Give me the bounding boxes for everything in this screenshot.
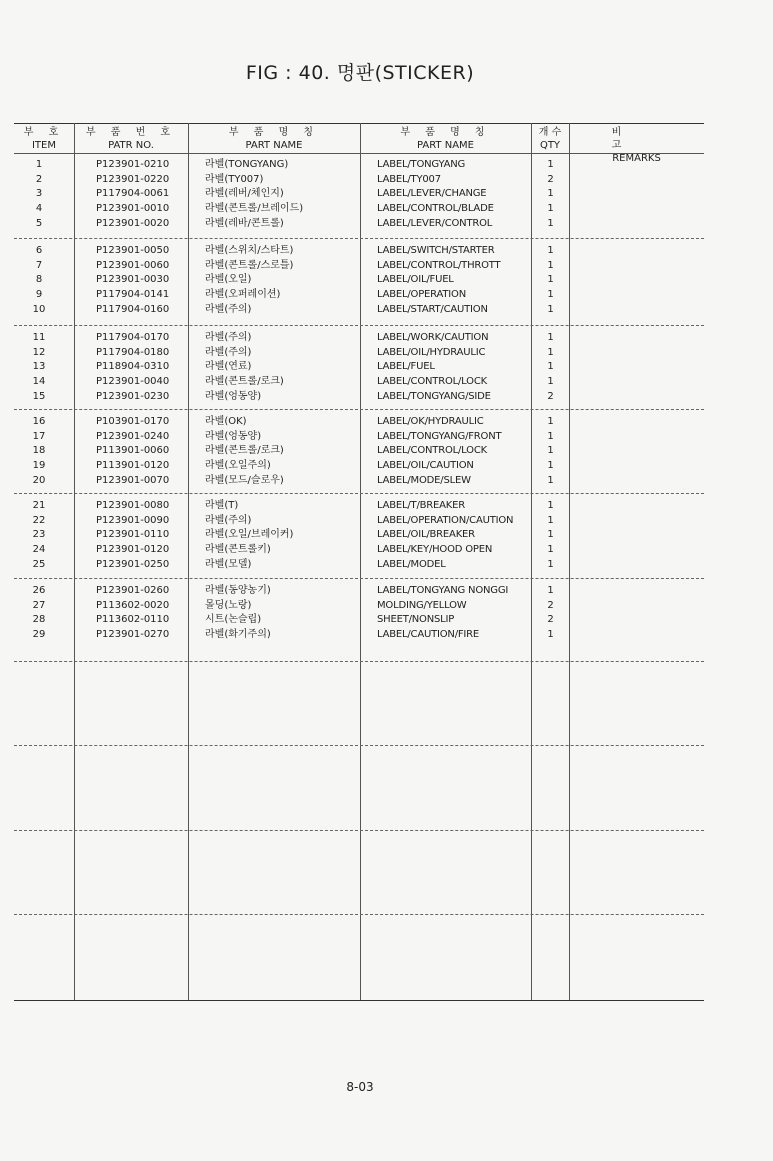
page-number: 8-03: [346, 1080, 374, 1094]
table-row: [0, 473, 773, 488]
part-no-cell: P123901-0020: [96, 217, 170, 229]
qty-cell: 1: [547, 544, 554, 556]
part-name-ko-cell: 라벨(동양농기): [205, 585, 271, 596]
table-row: [0, 216, 773, 231]
header-qty: [531, 126, 569, 152]
item-cell: 25: [32, 558, 46, 570]
qty-cell: 2: [547, 599, 554, 611]
part-no-cell: P123901-0110: [96, 529, 170, 541]
item-cell: 23: [32, 529, 46, 541]
qty-cell: 1: [547, 203, 554, 215]
part-no-cell: P117904-0141: [96, 289, 170, 301]
part-name-en-cell: LABEL/TONGYANG NONGGI: [377, 585, 509, 596]
header-item: [14, 126, 74, 152]
part-no-cell: P113602-0110: [96, 614, 170, 626]
qty-cell: 2: [547, 390, 554, 402]
header-part-name-ko-en: PART NAME: [245, 140, 303, 151]
part-name-ko-cell: 라벨(콘트롤/로크): [205, 376, 284, 388]
part-no-cell: P123901-0120: [96, 544, 170, 556]
qty-cell: 2: [547, 614, 554, 626]
part-name-en-cell: LABEL/TONGYANG/SIDE: [377, 390, 491, 402]
part-name-ko-cell: 라벨(주의): [205, 514, 252, 526]
group-divider: [14, 409, 704, 410]
part-name-ko-cell: 몰딩(노랑): [205, 599, 252, 611]
table-row: [0, 186, 773, 201]
part-name-en-cell: LABEL/LEVER/CHANGE: [377, 188, 487, 200]
part-no-cell: P123901-0040: [96, 376, 170, 388]
table-row: [0, 345, 773, 360]
table-row: [0, 527, 773, 542]
qty-cell: 1: [547, 332, 554, 343]
part-name-ko-cell: 라벨(콘트롤/로크): [205, 445, 284, 457]
header-part-name-en-ko: 부 품 명 칭: [400, 127, 491, 138]
table-row: [0, 157, 773, 172]
table-row: [0, 443, 773, 458]
qty-cell: 1: [547, 500, 554, 511]
part-no-cell: P117904-0180: [96, 346, 170, 358]
group-divider: [14, 914, 704, 915]
group-divider: [14, 493, 704, 494]
item-cell: 22: [32, 514, 46, 526]
part-name-ko-cell: 라벨(모델): [205, 558, 252, 570]
part-name-en-cell: LABEL/TONGYANG/FRONT: [377, 430, 502, 442]
part-name-en-cell: LABEL/CAUTION/FIRE: [377, 629, 480, 641]
table-row: [0, 612, 773, 627]
part-name-en-cell: LABEL/MODEL: [377, 558, 446, 570]
item-cell: 10: [32, 303, 46, 315]
qty-cell: 1: [547, 416, 554, 427]
item-cell: 18: [32, 445, 46, 457]
header-rule: [14, 153, 704, 154]
item-cell: 5: [35, 217, 43, 229]
part-name-en-cell: LABEL/MODE/SLEW: [377, 474, 471, 486]
part-name-en-cell: LABEL/OIL/CAUTION: [377, 460, 474, 472]
item-cell: 7: [35, 259, 43, 271]
group-divider: [14, 238, 704, 239]
part-no-cell: P113901-0060: [96, 445, 170, 457]
table-row: [0, 201, 773, 216]
item-cell: 27: [32, 599, 46, 611]
part-name-en-cell: LABEL/TONGYANG: [377, 159, 466, 170]
qty-cell: 1: [547, 629, 554, 641]
part-name-en-cell: LABEL/OIL/HYDRAULIC: [377, 346, 486, 358]
part-no-cell: P103901-0170: [96, 416, 170, 427]
group-divider: [14, 325, 704, 326]
item-cell: 20: [32, 474, 46, 486]
item-cell: 14: [32, 376, 46, 388]
qty-cell: 1: [547, 289, 554, 301]
table-row: [0, 287, 773, 302]
item-cell: 12: [32, 346, 46, 358]
qty-cell: 1: [547, 245, 554, 256]
header-qty-ko: 개 수: [538, 127, 562, 138]
part-name-en-cell: LABEL/CONTROL/LOCK: [377, 445, 487, 457]
qty-cell: 1: [547, 460, 554, 472]
header-item-ko: 부 호: [23, 127, 65, 138]
header-part-no: [74, 126, 188, 152]
part-name-ko-cell: 라벨(오퍼레이션): [205, 289, 281, 301]
item-cell: 26: [32, 585, 46, 596]
qty-cell: 1: [547, 445, 554, 457]
table-row: [0, 172, 773, 187]
qty-cell: 1: [547, 303, 554, 315]
part-name-en-cell: LABEL/OK/HYDRAULIC: [377, 416, 484, 427]
part-no-cell: P123901-0030: [96, 274, 170, 286]
item-cell: 8: [35, 274, 43, 286]
part-name-ko-cell: 라벨(연료): [205, 361, 252, 373]
qty-cell: 1: [547, 361, 554, 373]
table-row: [0, 627, 773, 642]
part-name-en-cell: LABEL/OPERATION/CAUTION: [377, 514, 514, 526]
part-name-ko-cell: 라벨(OK): [205, 416, 247, 427]
qty-cell: 1: [547, 259, 554, 271]
table-row: [0, 374, 773, 389]
part-no-cell: P123901-0250: [96, 558, 170, 570]
table-bottom-rule: [14, 1000, 704, 1001]
item-cell: 29: [32, 629, 46, 641]
part-no-cell: P123901-0260: [96, 585, 170, 596]
part-no-cell: P123901-0010: [96, 203, 170, 215]
table-row: [0, 458, 773, 473]
header-part-no-en: PATR NO.: [108, 140, 154, 151]
item-cell: 16: [32, 416, 46, 427]
part-no-cell: P123901-0090: [96, 514, 170, 526]
part-name-ko-cell: 라벨(콘트롤/브레이드): [205, 203, 304, 215]
part-name-ko-cell: 라벨(주의): [205, 346, 252, 358]
part-name-en-cell: LABEL/KEY/HOOD OPEN: [377, 544, 493, 556]
group-divider: [14, 830, 704, 831]
item-cell: 21: [32, 500, 46, 511]
header-part-name-en-en: PART NAME: [416, 140, 474, 151]
part-no-cell: P113602-0020: [96, 599, 170, 611]
part-name-ko-cell: 라벨(주의): [205, 332, 252, 343]
part-name-ko-cell: 라벨(T): [205, 500, 239, 511]
header-remarks-en: REMARKS: [612, 153, 661, 164]
item-cell: 3: [35, 188, 43, 200]
part-name-ko-cell: 라벨(콘트롤/스로틀): [205, 259, 294, 271]
table-row: [0, 498, 773, 513]
table-row: [0, 302, 773, 317]
part-name-ko-cell: 라벨(주의): [205, 303, 252, 315]
item-cell: 13: [32, 361, 46, 373]
table-row: [0, 389, 773, 404]
group-divider: [14, 745, 704, 746]
part-name-en-cell: LABEL/CONTROL/THROTT: [377, 259, 501, 271]
qty-cell: 1: [547, 188, 554, 200]
part-name-en-cell: LABEL/OPERATION: [377, 289, 466, 301]
table-row: [0, 429, 773, 444]
part-name-en-cell: LABEL/START/CAUTION: [377, 303, 488, 315]
part-name-en-cell: LABEL/T/BREAKER: [377, 500, 466, 511]
item-cell: 24: [32, 544, 46, 556]
part-no-cell: P118904-0310: [96, 361, 170, 373]
table-row: [0, 414, 773, 429]
part-name-ko-cell: 라벨(TONGYANG): [205, 159, 289, 170]
part-no-cell: P123901-0230: [96, 390, 170, 402]
part-no-cell: P123901-0060: [96, 259, 170, 271]
part-name-ko-cell: 라벨(오일): [205, 274, 252, 286]
table-row: [0, 243, 773, 258]
table-row: [0, 542, 773, 557]
item-cell: 6: [35, 245, 43, 256]
qty-cell: 1: [547, 514, 554, 526]
header-part-name-ko-ko: 부 품 명 칭: [228, 127, 320, 138]
part-name-en-cell: SHEET/NONSLIP: [377, 614, 455, 626]
part-no-cell: P123901-0080: [96, 500, 170, 511]
item-cell: 2: [35, 173, 43, 185]
part-name-ko-cell: 라벨(오일주의): [205, 460, 271, 472]
table-row: [0, 557, 773, 572]
part-name-en-cell: LABEL/SWITCH/STARTER: [377, 245, 495, 256]
item-cell: 28: [32, 614, 46, 626]
header-item-en: ITEM: [31, 140, 56, 151]
part-no-cell: P117904-0160: [96, 303, 170, 315]
qty-cell: 2: [547, 173, 554, 185]
qty-cell: 1: [547, 217, 554, 229]
header-qty-en: QTY: [539, 140, 561, 151]
group-divider: [14, 661, 704, 662]
part-name-en-cell: LABEL/WORK/CAUTION: [377, 332, 489, 343]
qty-cell: 1: [547, 430, 554, 442]
table-row: [0, 359, 773, 374]
part-name-en-cell: LABEL/OIL/FUEL: [377, 274, 454, 286]
part-name-ko-cell: 라벨(모드/슬로우): [205, 474, 284, 486]
part-no-cell: P117904-0170: [96, 332, 170, 343]
qty-cell: 1: [547, 529, 554, 541]
qty-cell: 1: [547, 274, 554, 286]
header-part-name-ko: [188, 126, 360, 152]
header-part-name-en: [360, 126, 531, 152]
header-part-no-ko: 부 품 번 호: [85, 127, 177, 138]
part-name-ko-cell: 라벨(스위치/스타트): [205, 245, 294, 256]
part-name-ko-cell: 라벨(엉동양): [205, 390, 262, 402]
part-name-ko-cell: 라벨(오일/브레이커): [205, 529, 294, 541]
part-name-ko-cell: 시트(논슬립): [205, 614, 262, 626]
table-row: [0, 583, 773, 598]
qty-cell: 1: [547, 159, 554, 170]
item-cell: 17: [32, 430, 46, 442]
part-name-en-cell: LABEL/CONTROL/LOCK: [377, 376, 487, 388]
part-no-cell: P123901-0050: [96, 245, 170, 256]
table-row: [0, 330, 773, 345]
qty-cell: 1: [547, 585, 554, 596]
part-name-en-cell: LABEL/CONTROL/BLADE: [377, 203, 494, 215]
group-divider: [14, 578, 704, 579]
part-name-en-cell: LABEL/LEVER/CONTROL: [377, 217, 493, 229]
item-cell: 11: [32, 332, 46, 343]
part-name-ko-cell: 라벨(레버/체인지): [205, 188, 284, 200]
part-name-ko-cell: 라벨(TY007): [205, 173, 264, 185]
part-name-ko-cell: 라벨(콘트롤키): [205, 544, 271, 556]
part-no-cell: P113901-0120: [96, 460, 170, 472]
table-row: [0, 598, 773, 613]
qty-cell: 1: [547, 376, 554, 388]
part-no-cell: P123901-0070: [96, 474, 170, 486]
part-no-cell: P123901-0210: [96, 159, 170, 170]
item-cell: 4: [35, 203, 43, 215]
part-name-en-cell: LABEL/TY007: [377, 173, 441, 185]
qty-cell: 1: [547, 558, 554, 570]
part-name-ko-cell: 라벨(화기주의): [205, 629, 271, 641]
item-cell: 1: [35, 159, 43, 170]
table-top-rule: [14, 123, 704, 124]
table-row: [0, 272, 773, 287]
table-row: [0, 513, 773, 528]
part-name-ko-cell: 라벨(엉동양): [205, 430, 262, 442]
table-row: [0, 258, 773, 273]
part-no-cell: P123901-0270: [96, 629, 170, 641]
qty-cell: 1: [547, 474, 554, 486]
part-name-en-cell: LABEL/FUEL: [377, 361, 435, 373]
page-title: FIG : 40. 명판(STICKER): [245, 62, 475, 84]
part-name-en-cell: MOLDING/YELLOW: [377, 599, 467, 611]
item-cell: 9: [35, 289, 43, 301]
qty-cell: 1: [547, 346, 554, 358]
item-cell: 19: [32, 460, 46, 472]
part-no-cell: P123901-0220: [96, 173, 170, 185]
part-no-cell: P117904-0061: [96, 188, 170, 200]
part-name-ko-cell: 라벨(레바/콘트롤): [205, 217, 284, 229]
header-remarks-ko: 비 고: [611, 127, 662, 151]
part-no-cell: P123901-0240: [96, 430, 170, 442]
item-cell: 15: [32, 390, 46, 402]
part-name-en-cell: LABEL/OIL/BREAKER: [377, 529, 475, 541]
